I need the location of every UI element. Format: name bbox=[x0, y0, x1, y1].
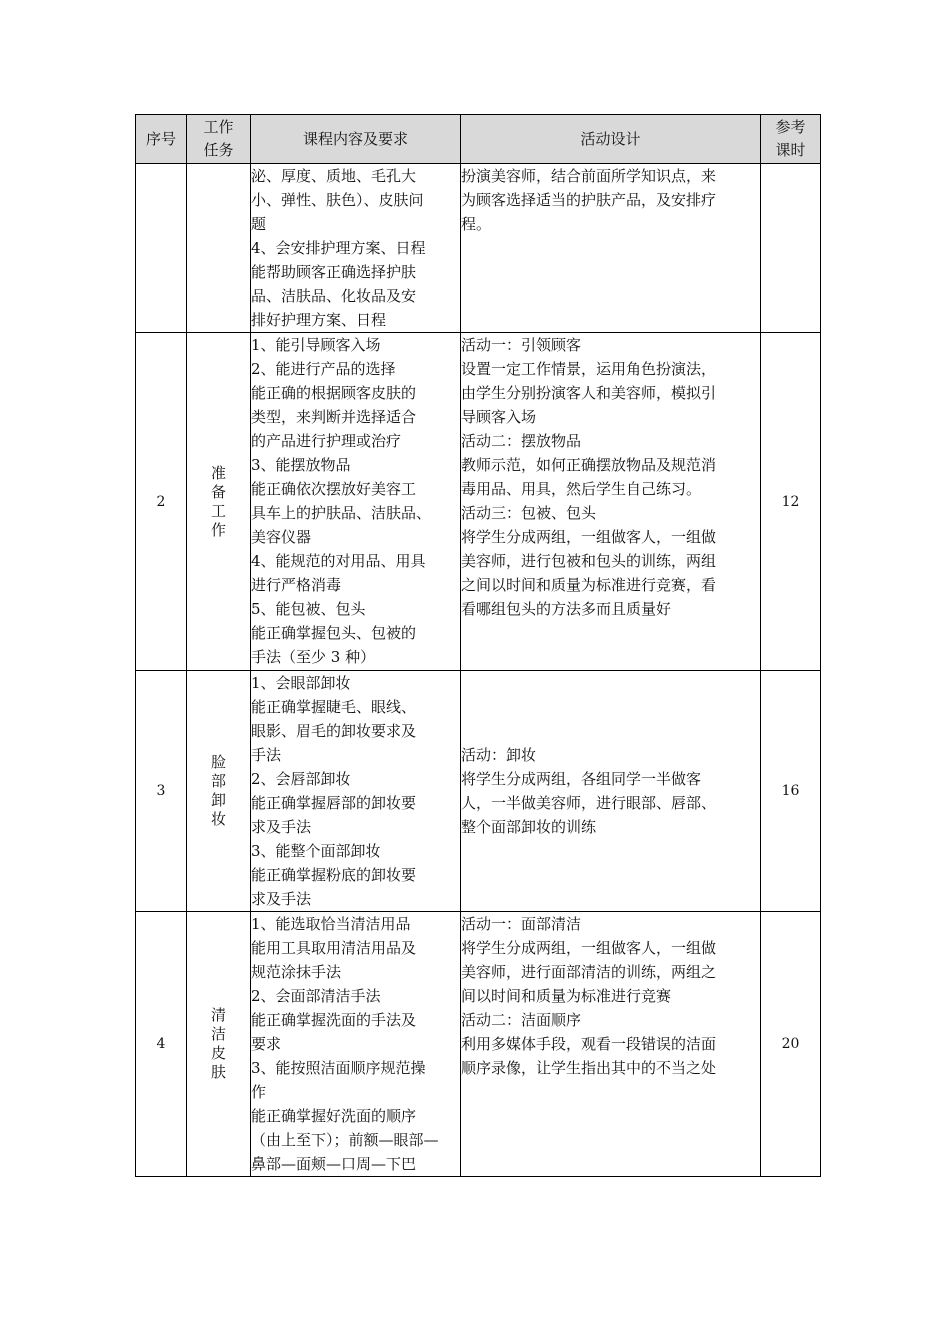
content-line: 能正确掌握包头、包被的 bbox=[251, 624, 417, 642]
content-line: 要求 bbox=[251, 1035, 282, 1053]
content-line: 能正确的根据顾客皮肤的 bbox=[251, 384, 417, 402]
content-line: 鼻部—面颊—口周—下巴 bbox=[251, 1155, 417, 1173]
row-hours: 16 bbox=[761, 671, 821, 912]
activity-line: 整个面部卸妆的训练 bbox=[461, 818, 597, 836]
content-line: 进行严格消毒 bbox=[251, 576, 342, 594]
row-task bbox=[187, 333, 251, 671]
content-line: 3、能按照洁面顺序规范操 bbox=[251, 1059, 426, 1077]
activity-line: 美容师，进行包被和包头的训练，两组 bbox=[461, 552, 717, 570]
content-line: 2、会唇部卸妆 bbox=[251, 770, 351, 788]
content-line: 具车上的护肤品、洁肤品、 bbox=[251, 504, 432, 522]
content-line: 5、能包被、包头 bbox=[251, 600, 366, 618]
activity-line: 活动二：摆放物品 bbox=[461, 432, 582, 450]
table-row bbox=[136, 333, 821, 671]
content-line: 4、能规范的对用品、用具 bbox=[251, 552, 426, 570]
activity-line: 由学生分别扮演客人和美容师，模拟引 bbox=[461, 384, 717, 402]
content-line: 能正确依次摆放好美容工 bbox=[251, 480, 417, 498]
content-line: 泌、厚度、质地、毛孔大 bbox=[251, 167, 417, 185]
row-content bbox=[251, 912, 461, 1177]
content-line: 能正确掌握好洗面的顺序 bbox=[251, 1107, 417, 1125]
content-line: 1、会眼部卸妆 bbox=[251, 674, 351, 692]
activity-line: 人，一半做美容师，进行眼部、唇部、 bbox=[461, 794, 717, 812]
activity-line: 间以时间和质量为标准进行竞赛 bbox=[461, 987, 672, 1005]
activity-line: 之间以时间和质量为标准进行竞赛，看 bbox=[461, 576, 717, 594]
header-task-line-2: 任务 bbox=[203, 141, 234, 159]
content-line: 3、能摆放物品 bbox=[251, 456, 351, 474]
content-line: 能正确掌握睫毛、眼线、 bbox=[251, 698, 417, 716]
activity-line: 活动二：洁面顺序 bbox=[461, 1011, 582, 1029]
activity-line: 顺序录像，让学生指出其中的不当之处 bbox=[461, 1059, 717, 1077]
content-line: 2、能进行产品的选择 bbox=[251, 360, 396, 378]
table-row bbox=[136, 671, 821, 912]
header-task-line-1: 工作 bbox=[203, 118, 234, 136]
content-line: 能正确掌握洗面的手法及 bbox=[251, 1011, 417, 1029]
content-line: 求及手法 bbox=[251, 818, 312, 836]
row-task bbox=[187, 912, 251, 1177]
activity-line: 程。 bbox=[461, 215, 492, 233]
content-line: 能帮助顾客正确选择护肤 bbox=[251, 263, 417, 281]
content-line: 手法（至少 3 种） bbox=[251, 648, 376, 666]
header-num: 序号 bbox=[136, 115, 187, 164]
activity-line: 活动一：面部清洁 bbox=[461, 915, 582, 933]
row-activity bbox=[461, 164, 761, 333]
header-hours-line-1: 参考 bbox=[775, 118, 806, 136]
activity-line: 教师示范，如何正确摆放物品及规范消 bbox=[461, 456, 717, 474]
activity-line: 导顾客入场 bbox=[461, 408, 537, 426]
row-content bbox=[251, 333, 461, 671]
table-row bbox=[136, 912, 821, 1177]
content-line: 1、能引导顾客入场 bbox=[251, 336, 381, 354]
row-task-text: 准备工作 bbox=[210, 463, 226, 539]
activity-line: 美容师，进行面部清洁的训练，两组之 bbox=[461, 963, 717, 981]
row-hours bbox=[761, 164, 821, 333]
activity-line: 为顾客选择适当的护肤产品，及安排疗 bbox=[461, 191, 717, 209]
activity-line: 利用多媒体手段，观看一段错误的洁面 bbox=[461, 1035, 717, 1053]
activity-line: 将学生分成两组，各组同学一半做客 bbox=[461, 770, 702, 788]
row-content bbox=[251, 164, 461, 333]
activity-line: 将学生分成两组，一组做客人，一组做 bbox=[461, 939, 717, 957]
activity-line: 看哪组包头的方法多而且质量好 bbox=[461, 600, 672, 618]
row-number bbox=[136, 164, 187, 333]
header-task bbox=[187, 115, 251, 164]
content-line: 小、弹性、肤色）、皮肤问 bbox=[251, 191, 424, 209]
activity-line: 毒用品、用具，然后学生自己练习。 bbox=[461, 480, 702, 498]
content-line: 品、洁肤品、化妆品及安 bbox=[251, 287, 417, 305]
content-line: 1、能选取恰当清洁用品 bbox=[251, 915, 411, 933]
content-line: 求及手法 bbox=[251, 890, 312, 908]
content-line: 的产品进行护理或治疗 bbox=[251, 432, 402, 450]
content-line: 手法 bbox=[251, 746, 282, 764]
content-line: （由上至下）；前额—眼部— bbox=[251, 1131, 439, 1149]
content-line: 类型，来判断并选择适合 bbox=[251, 408, 417, 426]
content-line: 眼影、眉毛的卸妆要求及 bbox=[251, 722, 417, 740]
header-row bbox=[136, 115, 821, 164]
content-line: 能正确掌握粉底的卸妆要 bbox=[251, 866, 417, 884]
content-line: 题 bbox=[251, 215, 267, 233]
activity-line: 活动一：引领顾客 bbox=[461, 336, 582, 354]
content-line: 排好护理方案、日程 bbox=[251, 311, 387, 329]
activity-line: 设置一定工作情景，运用角色扮演法， bbox=[461, 360, 717, 378]
row-content bbox=[251, 671, 461, 912]
content-line: 4、会安排护理方案、日程 bbox=[251, 239, 426, 257]
content-line: 能用工具取用清洁用品及 bbox=[251, 939, 417, 957]
header-activity: 活动设计 bbox=[461, 115, 761, 164]
row-task bbox=[187, 671, 251, 912]
row-activity bbox=[461, 912, 761, 1177]
content-line: 能正确掌握唇部的卸妆要 bbox=[251, 794, 417, 812]
content-line: 2、会面部清洁手法 bbox=[251, 987, 381, 1005]
table-body bbox=[136, 164, 821, 1177]
content-line: 规范涂抹手法 bbox=[251, 963, 342, 981]
activity-line: 扮演美容师，结合前面所学知识点，来 bbox=[461, 167, 717, 185]
course-table bbox=[135, 114, 821, 1177]
header-hours bbox=[761, 115, 821, 164]
header-content: 课程内容及要求 bbox=[251, 115, 461, 164]
row-number: 2 bbox=[136, 333, 187, 671]
row-activity bbox=[461, 671, 761, 912]
row-number: 4 bbox=[136, 912, 187, 1177]
row-activity bbox=[461, 333, 761, 671]
content-line: 3、能整个面部卸妆 bbox=[251, 842, 381, 860]
row-task-text: 清洁皮肤 bbox=[210, 1006, 226, 1081]
row-task-text: 脸部卸妆 bbox=[210, 753, 226, 828]
table-row bbox=[136, 164, 821, 333]
content-line: 作 bbox=[251, 1083, 267, 1101]
row-task bbox=[187, 164, 251, 333]
row-hours: 12 bbox=[761, 333, 821, 671]
row-number: 3 bbox=[136, 671, 187, 912]
activity-line: 将学生分成两组，一组做客人，一组做 bbox=[461, 528, 717, 546]
header-hours-line-2: 课时 bbox=[775, 141, 806, 159]
activity-line: 活动三：包被、包头 bbox=[461, 504, 597, 522]
content-line: 美容仪器 bbox=[251, 528, 312, 546]
activity-line: 活动：卸妆 bbox=[461, 746, 537, 764]
row-hours: 20 bbox=[761, 912, 821, 1177]
